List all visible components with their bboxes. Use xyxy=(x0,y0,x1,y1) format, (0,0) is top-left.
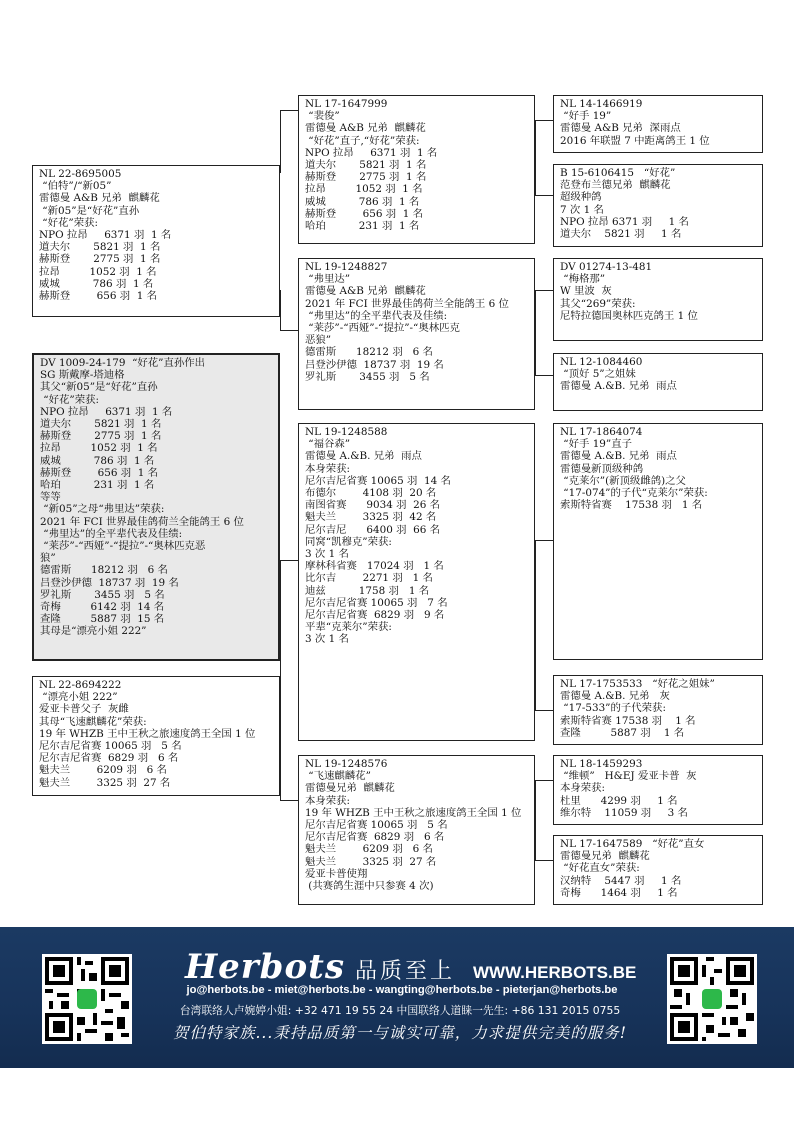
card-line: 道夫尔 5821 羽 1 名 xyxy=(40,418,162,431)
card-line: “弗里达”的全平辈代表及佳绩: xyxy=(40,527,183,540)
company-slogan: 贺伯特家族...秉持品质第一与诚实可靠，力求提供完美的服务! xyxy=(172,1024,627,1042)
card-line: 威城 786 羽 1 名 xyxy=(40,454,155,467)
card-line: 比尔吉 2271 羽 1 名 xyxy=(305,572,433,585)
connector xyxy=(535,710,553,711)
card-line: 本身荣获: xyxy=(560,782,606,795)
connector xyxy=(535,120,536,195)
connector xyxy=(280,800,298,801)
card-line: 同窝“凯穆克”荣获: xyxy=(305,535,392,548)
card-line: “飞速麒麟花” xyxy=(305,770,371,783)
brand-tagline: 品质至上 xyxy=(354,959,455,984)
card-line: 威城 786 羽 1 名 xyxy=(39,277,154,290)
card-line: 南图省赛 9034 羽 26 名 xyxy=(305,499,441,512)
card-line: 范登布兰德兄弟 麒麟花 xyxy=(560,179,671,192)
card-line: “好花”荣获: xyxy=(39,216,98,229)
card-line: 爱亚卡普父子 灰雌 xyxy=(39,703,129,716)
card-line: 拉昂 1052 羽 1 名 xyxy=(40,442,158,455)
card-line: 尼尔吉尼省赛 10065 羽 14 名 xyxy=(305,474,451,487)
ring-number: NL 18-1459293 xyxy=(560,758,643,770)
card-line: W 里波 灰 xyxy=(560,285,612,298)
card-line: “新05”之母“弗里达”荣获: xyxy=(40,503,165,516)
card-line: 维尔特 11059 羽 3 名 xyxy=(560,806,688,819)
card-line: “17-074”的子代“克莱尔”荣获: xyxy=(560,487,708,500)
ring-number: NL 17-1753533 “好花之姐妹” xyxy=(560,678,715,690)
ring-number: B 15-6106415 “好花” xyxy=(560,167,676,179)
card-line: “弗里达”的全平辈代表及佳绩: xyxy=(305,309,448,322)
card-line: 雷德曼兄弟 麒麟花 xyxy=(305,782,395,795)
card-line: 吕登沙伊德 18737 羽 19 名 xyxy=(40,576,179,589)
connector xyxy=(280,560,281,800)
card-line: 雷德曼 A&B 兄弟 麒麟花 xyxy=(305,285,426,298)
connector xyxy=(535,290,536,375)
card-line: 平辈“克莱尔”荣获: xyxy=(305,621,392,634)
card-line: 雷德曼 A.&B. 兄弟 灰 xyxy=(560,690,670,703)
qr-code-line[interactable] xyxy=(42,954,132,1044)
card-line: 魁夫兰 3325 羽 42 名 xyxy=(305,511,437,524)
card-line: “裴俊” xyxy=(305,110,340,123)
ggp-sire-sire-dam-card xyxy=(553,164,763,247)
connector xyxy=(535,195,553,196)
card-line: “克莱尔”(新顶级雌鸽)之父 xyxy=(560,474,686,487)
card-line: 道夫尔 5821 羽 1 名 xyxy=(305,159,427,172)
card-line: 威城 786 羽 1 名 xyxy=(305,195,420,208)
card-line: “维顿” H&EJ 爱亚卡普 灰 xyxy=(560,770,697,783)
card-line: “弗里达” xyxy=(305,273,351,286)
card-line: “新05”是“好花”直孙 xyxy=(39,204,140,217)
brand-header xyxy=(185,947,637,987)
card-line: “莱莎”-“西娅”-“提拉”-“奥林匹克恶 xyxy=(40,540,206,553)
card-line: 2021 年 FCI 世界最佳鸽荷兰全能鸽王 6 位 xyxy=(305,297,509,310)
card-line: 超级种鸽 xyxy=(560,191,602,204)
card-line: 尼特拉德国奥林匹克鸽王 1 位 xyxy=(560,309,698,322)
card-line: 雷德曼 A.&B. 兄弟 雨点 xyxy=(560,450,677,463)
card-line: 本身荣获: xyxy=(305,794,351,807)
card-line: 雷德曼新顶级种鸽 xyxy=(560,462,644,475)
card-line: 2016 年联盟 7 中距离鸽王 1 位 xyxy=(560,134,710,147)
card-line: NPO 拉昂 6371 羽 1 名 xyxy=(40,405,173,418)
card-line: 索斯特省赛 17538 羽 1 名 xyxy=(560,714,696,727)
card-line: 其父“新05”是“好花”直孙 xyxy=(40,381,158,394)
card-line: 其父“269”荣获: xyxy=(560,297,636,310)
herbots-logo: Herbots xyxy=(185,947,345,987)
card-line: 其母“飞速麒麟花”荣获: xyxy=(39,715,147,728)
card-line: 哈珀 231 羽 1 名 xyxy=(40,479,155,492)
sire-card xyxy=(32,165,280,317)
card-line: 尼尔吉尼省赛 10065 羽 5 名 xyxy=(305,819,448,832)
qr-code-icon xyxy=(670,957,754,1041)
subject-pigeon-card xyxy=(32,353,280,661)
ring-number: DV 1009-24-179 “好花”直孙作出 xyxy=(40,357,206,369)
ring-number: NL 19-1248827 xyxy=(305,261,388,273)
qr-code-icon xyxy=(45,957,129,1041)
card-line: 雷德曼兄弟 麒麟花 xyxy=(560,850,650,863)
sire-dam-card xyxy=(298,258,535,410)
card-line: 狼” xyxy=(40,552,56,565)
card-line: 魁夫兰 6209 羽 6 名 xyxy=(39,764,167,777)
connector xyxy=(535,375,553,376)
card-line: 杜里 4299 羽 1 名 xyxy=(560,794,678,807)
sire-sire-card xyxy=(298,95,535,244)
ring-number: NL 17-1647589 “好花”直女 xyxy=(560,838,705,850)
card-line: 尼尔吉尼省赛 10065 羽 5 名 xyxy=(39,740,182,753)
connector xyxy=(280,290,281,330)
card-line: 查隆 5887 羽 1 名 xyxy=(560,726,685,739)
card-line: 其母是“漂亮小姐 222” xyxy=(40,625,147,638)
card-line: “漂亮小姐 222” xyxy=(39,691,118,704)
card-line: 赫斯登 2775 羽 1 名 xyxy=(305,171,427,184)
card-line: 尼尔吉尼省赛 6829 羽 9 名 xyxy=(305,609,445,622)
card-line: “好手 19”直子 xyxy=(560,438,633,451)
card-line: 尼尔吉尼省赛 10065 羽 7 名 xyxy=(305,596,448,609)
card-line: 道夫尔 5821 羽 1 名 xyxy=(560,228,682,241)
card-line: NPO 拉昂 6371 羽 1 名 xyxy=(39,229,172,242)
card-line: NPO 拉昂 6371 羽 1 名 xyxy=(305,146,438,159)
dam-sire-card xyxy=(298,423,535,741)
connector xyxy=(535,780,536,860)
card-line: “好花”直子,“好花”荣获: xyxy=(305,134,420,147)
ggp-dam-dam-sire-card xyxy=(553,755,763,825)
card-line: “17-533”的子代荣获: xyxy=(560,702,666,715)
ggp-dam-dam-dam-card xyxy=(553,835,763,905)
card-line: 赫斯登 2775 羽 1 名 xyxy=(39,253,161,266)
contact-phones: 台湾联络人卢婉婷小姐: +32 471 19 55 24 中国联络人道睐一先生: +86 131 2015 0755 xyxy=(179,1004,621,1017)
card-line: “伯特”/“新05” xyxy=(39,180,112,193)
card-line: 爱亚卡普使翔 xyxy=(305,867,368,880)
card-line: 迪兹 1758 羽 1 名 xyxy=(305,584,430,597)
card-line: “顶好 5”之姐妹 xyxy=(560,368,636,381)
connector xyxy=(280,110,298,111)
card-line: 雷德曼 A.&B. 兄弟 雨点 xyxy=(560,380,677,393)
footer-banner xyxy=(0,927,794,1068)
card-line: 奇梅 1464 羽 1 名 xyxy=(560,886,678,899)
card-line: 魁夫兰 3325 羽 27 名 xyxy=(39,776,171,789)
card-line: 查隆 5887 羽 15 名 xyxy=(40,613,165,626)
card-line: 尼尔吉尼省赛 6829 羽 6 名 xyxy=(39,752,179,765)
card-line: 雷德曼 A&B 兄弟 麒麟花 xyxy=(39,192,160,205)
card-line: 魁夫兰 3325 羽 27 名 xyxy=(305,855,437,868)
ring-number: DV 01274-13-481 xyxy=(560,261,653,273)
website-link[interactable]: WWW.HERBOTS.BE xyxy=(472,963,637,982)
ring-number: NL 12-1084460 xyxy=(560,356,643,368)
connector xyxy=(280,330,298,331)
card-line: 赫斯登 2775 羽 1 名 xyxy=(40,430,162,443)
connector xyxy=(280,560,298,561)
card-line: 拉昂 1052 羽 1 名 xyxy=(39,265,157,278)
card-line: 7 次 1 名 xyxy=(560,203,604,216)
ggp-sire-dam-sire-card xyxy=(553,258,763,341)
connector xyxy=(280,110,281,173)
ggp-sire-dam-dam-card xyxy=(553,353,763,411)
card-line: 赫斯登 656 羽 1 名 xyxy=(39,290,158,303)
connector xyxy=(535,780,553,781)
connector xyxy=(535,540,553,541)
card-line: “好手 19” xyxy=(560,110,612,123)
card-line: 等等 xyxy=(40,491,61,504)
connector xyxy=(535,540,536,710)
card-line: 雷德曼 A&B 兄弟 麒麟花 xyxy=(305,122,426,135)
card-line: 赫斯登 656 羽 1 名 xyxy=(40,466,159,479)
card-line: 德雷斯 18212 羽 6 名 xyxy=(305,346,433,359)
ring-number: NL 14-1466919 xyxy=(560,98,643,110)
card-line: 布德尔 4108 羽 20 名 xyxy=(305,487,437,500)
ggp-dam-sire-sire-card xyxy=(553,423,763,660)
card-line: 哈珀 231 羽 1 名 xyxy=(305,220,420,233)
card-line: 2021 年 FCI 世界最佳鸽荷兰全能鸽王 6 位 xyxy=(40,515,244,528)
card-line: 拉昂 1052 羽 1 名 xyxy=(305,183,423,196)
connector xyxy=(535,120,553,121)
card-line: 恶狼” xyxy=(305,334,332,347)
card-line: “好花”荣获: xyxy=(40,393,99,406)
card-line: 德雷斯 18212 羽 6 名 xyxy=(40,564,168,577)
dam-dam-card xyxy=(298,755,535,905)
ggp-sire-sire-sire-card xyxy=(553,95,763,153)
connector xyxy=(535,860,553,861)
card-line: 19 年 WHZB 王中王秋之旅速度鸽王全国 1 位 xyxy=(305,806,522,819)
card-line: 罗礼斯 3455 羽 5 名 xyxy=(305,370,430,383)
ring-number: NL 17-1647999 xyxy=(305,98,388,110)
connector xyxy=(535,290,553,291)
card-line: “福谷森” xyxy=(305,438,351,451)
ring-number: NL 17-1864074 xyxy=(560,426,643,438)
ring-number: NL 19-1248576 xyxy=(305,758,388,770)
card-line: 尼尔吉尼 6400 羽 66 名 xyxy=(305,523,441,536)
card-line: 3 次 1 名 xyxy=(305,548,349,561)
card-line: 索斯特省赛 17538 羽 1 名 xyxy=(560,499,703,512)
ring-number: NL 19-1248588 xyxy=(305,426,388,438)
card-line: (共赛鸽生涯中只参赛 4 次) xyxy=(305,880,434,893)
card-line: 魁夫兰 6209 羽 6 名 xyxy=(305,843,433,856)
card-line: 赫斯登 656 羽 1 名 xyxy=(305,207,424,220)
card-line: NPO 拉昂 6371 羽 1 名 xyxy=(560,215,689,228)
card-line: 罗礼斯 3455 羽 5 名 xyxy=(40,588,165,601)
card-line: 奇梅 6142 羽 14 名 xyxy=(40,601,165,614)
card-line: 摩林科省赛 17024 羽 1 名 xyxy=(305,560,444,573)
ggp-dam-sire-dam-card xyxy=(553,675,763,745)
card-line: 雷德曼 A&B 兄弟 深雨点 xyxy=(560,122,681,135)
card-line: 3 次 1 名 xyxy=(305,633,349,646)
ring-number: NL 22-8695005 xyxy=(39,168,122,180)
card-line: 本身荣获: xyxy=(305,462,351,475)
card-line: SG 斯戴摩-塔迪格 xyxy=(40,369,125,382)
card-line: 汉纳特 5447 羽 1 名 xyxy=(560,874,682,887)
card-line: “好花直女”荣获: xyxy=(560,862,640,875)
dam-card xyxy=(32,676,280,796)
card-line: 吕登沙伊德 18737 羽 19 名 xyxy=(305,358,444,371)
card-line: 尼尔吉尼省赛 6829 羽 6 名 xyxy=(305,831,445,844)
ring-number: NL 22-8694222 xyxy=(39,679,122,691)
card-line: 19 年 WHZB 王中王秋之旅速度鸽王全国 1 位 xyxy=(39,727,256,740)
card-line: 雷德曼 A.&B. 兄弟 雨点 xyxy=(305,450,422,463)
qr-code-wechat[interactable] xyxy=(667,954,757,1044)
card-line: “莱莎”-“西娅”-“提拉”-“奥林匹克 xyxy=(305,322,460,335)
card-line: “梅格那” xyxy=(560,273,606,286)
email-links[interactable]: jo@herbots.be - miet@herbots.be - wangting@herbots.be - pieterjan@herbots.be xyxy=(186,984,618,996)
card-line: 道夫尔 5821 羽 1 名 xyxy=(39,241,161,254)
